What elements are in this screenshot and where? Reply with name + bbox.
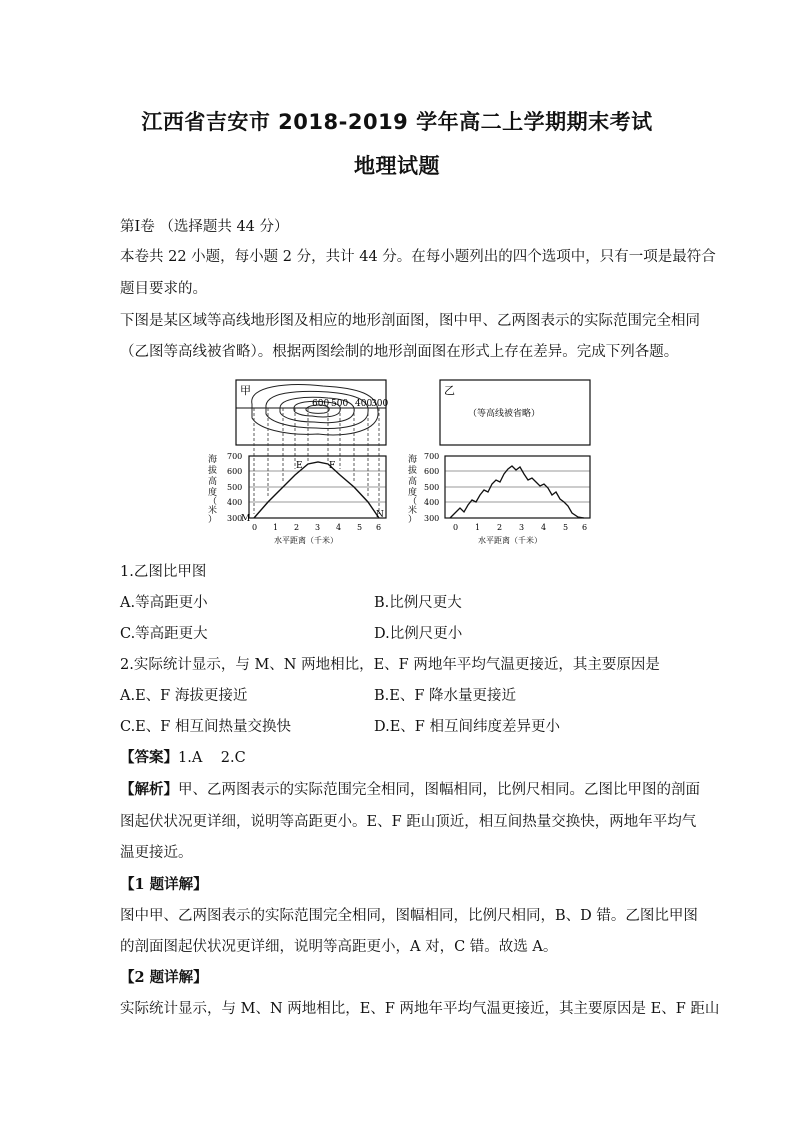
q2-option-c: C.E、F 相互间热量交换快 <box>120 719 291 735</box>
x-tick-1: 1 <box>273 523 279 532</box>
x-tick-4: 4 <box>336 523 342 532</box>
y-axis-char-3: 高 <box>208 477 218 487</box>
yi-x-tick-6: 6 <box>582 523 588 532</box>
yi-x-tick-3: 3 <box>519 523 525 532</box>
terrain-figure-svg <box>208 378 598 556</box>
answer-line <box>120 748 680 768</box>
y-tick-300: 300 <box>227 514 243 523</box>
y-tick-500: 500 <box>227 483 243 492</box>
x-tick-3: 3 <box>315 523 321 532</box>
exam-title: 江西省吉安市 2018-2019 学年高二上学期期末考试 <box>141 110 653 134</box>
y-tick-700: 700 <box>227 452 243 461</box>
analysis-line-1 <box>120 780 700 800</box>
point-E: E <box>296 461 303 471</box>
yi-x-tick-0: 0 <box>453 523 459 532</box>
point-M: M <box>241 514 251 524</box>
yi-y-axis-char-5: （ <box>408 497 418 507</box>
yi-y-axis-char-4: 度 <box>408 488 418 498</box>
q1-option-a: A.等高距更小 <box>120 595 208 611</box>
x-tick-5: 5 <box>357 523 363 532</box>
yi-x-tick-5: 5 <box>563 523 569 532</box>
y-axis-char-4: 度 <box>208 488 218 498</box>
yi-y-axis-char-2: 拔 <box>408 466 418 476</box>
yi-x-tick-1: 1 <box>475 523 481 532</box>
yi-y-tick-500: 500 <box>424 483 440 492</box>
x-tick-2: 2 <box>294 523 300 532</box>
contour-label-400: 400 <box>355 399 373 409</box>
map-yi-note: （等高线被省略） <box>468 409 541 419</box>
q1-option-d: D.比例尺更小 <box>374 626 463 642</box>
point-N: N <box>376 510 384 520</box>
map-yi-label: 乙 <box>444 384 455 397</box>
yi-y-tick-400: 400 <box>424 498 440 507</box>
analysis-text-1: 甲、乙两图表示的实际范围完全相同，图幅相同，比例尺相同。乙图比甲图的剖面 <box>178 782 700 798</box>
q1-option-b: B.比例尺更大 <box>374 595 462 611</box>
instruction-line-2: 题目要求的。 <box>120 281 207 297</box>
profile-yi <box>408 452 590 545</box>
yi-y-axis-char-1: 海 <box>408 455 418 465</box>
x-tick-6: 6 <box>376 523 382 532</box>
q1-stem: 1.乙图比甲图 <box>120 564 207 580</box>
point-F: F <box>329 461 336 471</box>
contour-label-300: 300 <box>371 399 389 409</box>
map-yi <box>440 380 590 445</box>
x-tick-0: 0 <box>252 523 258 532</box>
y-tick-400: 400 <box>227 498 243 507</box>
y-axis-char-5: （ <box>208 497 218 507</box>
answer-text: 1.A 2.C <box>178 750 246 766</box>
detail1-label: 【1 题详解】 <box>120 876 208 893</box>
detail1-line-1: 图中甲、乙两图表示的实际范围完全相同，图幅相同，比例尺相同，B、D 错。乙图比甲图 <box>120 908 698 924</box>
section-header: 第Ⅰ卷 （选择题共 44 分） <box>120 219 289 235</box>
terrain-figure <box>208 378 598 556</box>
detail2-line-1: 实际统计显示，与 M、N 两地相比，E、F 两地年平均气温更接近，其主要原因是 E、F 距山 <box>120 1001 720 1017</box>
analysis-label: 【解析】 <box>120 781 178 798</box>
profile-jia <box>208 452 386 545</box>
intro-line-2: （乙图等高线被省略）。根据两图绘制的地形剖面图在形式上存在差异。完成下列各题。 <box>120 344 679 360</box>
q2-option-a: A.E、F 海拔更接近 <box>120 688 248 704</box>
y-axis-char-2: 拔 <box>208 466 218 476</box>
yi-y-axis-char-3: 高 <box>408 477 418 487</box>
yi-x-tick-2: 2 <box>497 523 503 532</box>
analysis-line-2: 图起伏状况更详细，说明等高距更小。E、F 距山顶近，相互间热量交换快，两地年平均气 <box>120 814 697 830</box>
yi-y-tick-700: 700 <box>424 452 440 461</box>
instruction-line-1: 本卷共 22 小题，每小题 2 分，共计 44 分。在每小题列出的四个选项中，只有一项是最符合 <box>120 249 716 265</box>
yi-y-tick-600: 600 <box>424 467 440 476</box>
map-jia-label: 甲 <box>240 384 251 397</box>
x-axis-label: 水平距离（千米） <box>274 536 338 545</box>
exam-subtitle: 地理试题 <box>354 154 440 178</box>
contour-label-600: 600 <box>312 399 330 409</box>
detail1-line-2: 的剖面图起伏状况更详细，说明等高距更小，A 对，C 错。故选 A。 <box>120 939 558 955</box>
map-jia <box>236 380 388 445</box>
q2-option-b: B.E、F 降水量更接近 <box>374 688 517 704</box>
yi-x-tick-4: 4 <box>541 523 547 532</box>
q1-option-c: C.等高距更大 <box>120 626 208 642</box>
detail2-label: 【2 题详解】 <box>120 969 208 986</box>
yi-y-axis-char-7: ） <box>408 515 418 525</box>
answer-label: 【答案】 <box>120 749 178 766</box>
y-axis-char-6: 米 <box>208 506 218 516</box>
intro-line-1: 下图是某区域等高线地形图及相应的地形剖面图，图中甲、乙两图表示的实际范围完全相同 <box>120 313 700 329</box>
y-tick-600: 600 <box>227 467 243 476</box>
q2-stem: 2.实际统计显示，与 M、N 两地相比，E、F 两地年平均气温更接近，其主要原因是 <box>120 657 660 673</box>
contour-label-500: 500 <box>331 399 349 409</box>
y-axis-char-7: ） <box>208 515 218 525</box>
y-axis-char-1: 海 <box>208 455 218 465</box>
yi-y-tick-300: 300 <box>424 514 440 523</box>
yi-y-axis-char-6: 米 <box>408 506 418 516</box>
q2-option-d: D.E、F 相互间纬度差异更小 <box>374 719 560 735</box>
analysis-line-3: 温更接近。 <box>120 845 193 861</box>
yi-x-axis-label: 水平距离（千米） <box>478 536 542 545</box>
